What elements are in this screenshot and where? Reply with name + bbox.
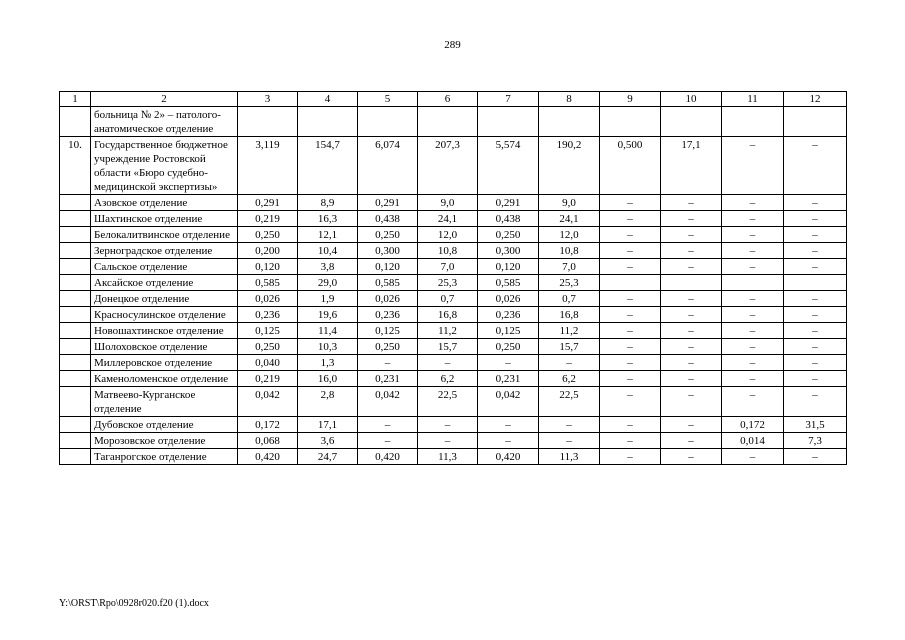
value-cell: – [358, 355, 418, 371]
value-cell: – [722, 355, 784, 371]
value-cell: 154,7 [298, 137, 358, 195]
value-cell: – [722, 323, 784, 339]
value-cell: 29,0 [298, 275, 358, 291]
value-cell: – [600, 449, 661, 465]
value-cell: – [661, 433, 722, 449]
value-cell: – [722, 387, 784, 417]
value-cell: 0,040 [238, 355, 298, 371]
row-number [60, 195, 91, 211]
column-header: 10 [661, 92, 722, 107]
value-cell: – [722, 449, 784, 465]
value-cell: 0,250 [478, 227, 539, 243]
row-number [60, 107, 91, 137]
value-cell: – [784, 195, 847, 211]
value-cell: 0,500 [600, 137, 661, 195]
value-cell: 0,231 [478, 371, 539, 387]
value-cell [661, 275, 722, 291]
header-row [60, 92, 847, 107]
value-cell [238, 107, 298, 137]
value-cell: – [784, 259, 847, 275]
value-cell: – [600, 227, 661, 243]
table-row [60, 417, 847, 433]
value-cell: 207,3 [418, 137, 478, 195]
column-header: 7 [478, 92, 539, 107]
value-cell: 0,420 [238, 449, 298, 465]
institution-name: Шахтинское отделение [91, 211, 238, 227]
value-cell: 25,3 [418, 275, 478, 291]
value-cell: – [661, 355, 722, 371]
value-cell: 6,074 [358, 137, 418, 195]
value-cell: – [661, 387, 722, 417]
value-cell: 0,291 [358, 195, 418, 211]
value-cell: 0,250 [238, 339, 298, 355]
value-cell: 8,9 [298, 195, 358, 211]
value-cell: 12,0 [539, 227, 600, 243]
value-cell: 190,2 [539, 137, 600, 195]
value-cell: 0,585 [358, 275, 418, 291]
value-cell [784, 107, 847, 137]
row-number [60, 323, 91, 339]
value-cell: – [722, 195, 784, 211]
value-cell: – [722, 227, 784, 243]
value-cell [478, 107, 539, 137]
row-number: 10. [60, 137, 91, 195]
value-cell: 24,7 [298, 449, 358, 465]
value-cell: 17,1 [661, 137, 722, 195]
column-header: 3 [238, 92, 298, 107]
value-cell: 0,250 [358, 227, 418, 243]
value-cell: 15,7 [539, 339, 600, 355]
value-cell: 0,042 [238, 387, 298, 417]
value-cell: – [600, 211, 661, 227]
value-cell: 0,042 [478, 387, 539, 417]
table-row [60, 371, 847, 387]
value-cell: – [418, 355, 478, 371]
column-header: 9 [600, 92, 661, 107]
value-cell: – [722, 339, 784, 355]
institution-name: Миллеровское отделение [91, 355, 238, 371]
value-cell: 0,7 [539, 291, 600, 307]
value-cell: 1,3 [298, 355, 358, 371]
value-cell: – [661, 371, 722, 387]
value-cell: – [539, 433, 600, 449]
value-cell: – [600, 433, 661, 449]
table-row [60, 107, 847, 137]
value-cell: 16,8 [539, 307, 600, 323]
value-cell: – [661, 307, 722, 323]
value-cell: 10,8 [418, 243, 478, 259]
value-cell: – [661, 243, 722, 259]
value-cell: – [358, 433, 418, 449]
value-cell: 16,8 [418, 307, 478, 323]
table-row [60, 449, 847, 465]
value-cell: 22,5 [418, 387, 478, 417]
value-cell [539, 107, 600, 137]
column-header: 6 [418, 92, 478, 107]
value-cell: 0,420 [478, 449, 539, 465]
value-cell: 0,300 [358, 243, 418, 259]
table-row [60, 195, 847, 211]
value-cell: 10,8 [539, 243, 600, 259]
value-cell: – [784, 449, 847, 465]
value-cell: – [661, 211, 722, 227]
table-row [60, 275, 847, 291]
value-cell: – [478, 433, 539, 449]
value-cell: 3,119 [238, 137, 298, 195]
value-cell: – [600, 291, 661, 307]
table-row [60, 227, 847, 243]
value-cell: – [784, 137, 847, 195]
column-header: 1 [60, 92, 91, 107]
value-cell [661, 107, 722, 137]
value-cell: 0,125 [478, 323, 539, 339]
value-cell: 0,125 [358, 323, 418, 339]
table-row [60, 387, 847, 417]
value-cell: – [722, 243, 784, 259]
value-cell: – [661, 417, 722, 433]
value-cell: – [478, 355, 539, 371]
value-cell: – [600, 417, 661, 433]
value-cell: 9,0 [418, 195, 478, 211]
table-row [60, 137, 847, 195]
value-cell: – [722, 137, 784, 195]
row-number [60, 211, 91, 227]
table-row [60, 291, 847, 307]
value-cell: – [661, 259, 722, 275]
data-table [59, 91, 847, 465]
value-cell: 15,7 [418, 339, 478, 355]
value-cell: – [661, 291, 722, 307]
value-cell: 17,1 [298, 417, 358, 433]
table-row [60, 259, 847, 275]
value-cell: 0,125 [238, 323, 298, 339]
value-cell: – [722, 211, 784, 227]
value-cell: 0,291 [238, 195, 298, 211]
value-cell: 0,120 [478, 259, 539, 275]
file-path-footer: Y:\ORST\Rpo\0928r020.f20 (1).docx [59, 598, 209, 609]
value-cell: 0,231 [358, 371, 418, 387]
value-cell: 0,120 [358, 259, 418, 275]
value-cell: 0,438 [478, 211, 539, 227]
value-cell: – [600, 355, 661, 371]
value-cell: 0,026 [478, 291, 539, 307]
row-number [60, 307, 91, 323]
value-cell: 0,068 [238, 433, 298, 449]
value-cell: 0,236 [478, 307, 539, 323]
value-cell [298, 107, 358, 137]
value-cell: 0,250 [238, 227, 298, 243]
value-cell: 0,014 [722, 433, 784, 449]
value-cell: 7,0 [539, 259, 600, 275]
table-body [60, 92, 847, 465]
value-cell: – [784, 211, 847, 227]
row-number [60, 433, 91, 449]
value-cell: 31,5 [784, 417, 847, 433]
value-cell: 0,250 [478, 339, 539, 355]
value-cell: 7,0 [418, 259, 478, 275]
institution-name: Морозовское отделение [91, 433, 238, 449]
value-cell: 0,438 [358, 211, 418, 227]
value-cell: – [418, 433, 478, 449]
value-cell: 0,7 [418, 291, 478, 307]
value-cell [722, 107, 784, 137]
institution-name: Азовское отделение [91, 195, 238, 211]
value-cell: 0,200 [238, 243, 298, 259]
value-cell [600, 275, 661, 291]
table-row [60, 355, 847, 371]
value-cell: 10,4 [298, 243, 358, 259]
value-cell: – [358, 417, 418, 433]
value-cell: 0,172 [722, 417, 784, 433]
column-header: 12 [784, 92, 847, 107]
value-cell: 3,6 [298, 433, 358, 449]
row-number [60, 339, 91, 355]
institution-name: Таганрогское отделение [91, 449, 238, 465]
table-row [60, 339, 847, 355]
value-cell: 25,3 [539, 275, 600, 291]
value-cell: – [600, 243, 661, 259]
table-row [60, 243, 847, 259]
value-cell: – [600, 323, 661, 339]
value-cell: – [539, 355, 600, 371]
value-cell: 0,219 [238, 211, 298, 227]
value-cell: – [722, 307, 784, 323]
value-cell: 0,236 [238, 307, 298, 323]
value-cell: 11,4 [298, 323, 358, 339]
institution-name: Красносулинское отделение [91, 307, 238, 323]
table-row [60, 307, 847, 323]
value-cell: 0,219 [238, 371, 298, 387]
institution-name: Каменоломенское отделение [91, 371, 238, 387]
row-number [60, 259, 91, 275]
value-cell: 12,1 [298, 227, 358, 243]
value-cell [418, 107, 478, 137]
value-cell: 0,585 [478, 275, 539, 291]
value-cell: 6,2 [539, 371, 600, 387]
value-cell: – [661, 449, 722, 465]
row-number [60, 275, 91, 291]
column-header: 11 [722, 92, 784, 107]
value-cell: – [600, 195, 661, 211]
value-cell: – [784, 323, 847, 339]
row-number [60, 371, 91, 387]
value-cell: – [600, 339, 661, 355]
value-cell: 10,3 [298, 339, 358, 355]
value-cell: – [784, 227, 847, 243]
value-cell: 2,8 [298, 387, 358, 417]
value-cell: – [784, 355, 847, 371]
value-cell: 11,3 [418, 449, 478, 465]
value-cell: 11,3 [539, 449, 600, 465]
institution-name: Донецкое отделение [91, 291, 238, 307]
institution-name: Сальское отделение [91, 259, 238, 275]
value-cell: 0,026 [358, 291, 418, 307]
institution-name: Дубовское отделение [91, 417, 238, 433]
value-cell: – [784, 243, 847, 259]
value-cell: – [784, 339, 847, 355]
institution-name: больница № 2» – патолого-анатомическое отделение [91, 107, 238, 137]
table-row [60, 433, 847, 449]
row-number [60, 227, 91, 243]
value-cell: 0,120 [238, 259, 298, 275]
value-cell: 24,1 [539, 211, 600, 227]
value-cell: – [661, 195, 722, 211]
value-cell: – [722, 259, 784, 275]
row-number [60, 355, 91, 371]
value-cell [358, 107, 418, 137]
value-cell: 11,2 [418, 323, 478, 339]
value-cell: 0,042 [358, 387, 418, 417]
value-cell: 0,026 [238, 291, 298, 307]
value-cell: 1,9 [298, 291, 358, 307]
row-number [60, 243, 91, 259]
value-cell: – [784, 291, 847, 307]
value-cell: – [784, 371, 847, 387]
value-cell [722, 275, 784, 291]
column-header: 2 [91, 92, 238, 107]
value-cell: – [600, 259, 661, 275]
value-cell: – [722, 291, 784, 307]
value-cell: 22,5 [539, 387, 600, 417]
row-number [60, 417, 91, 433]
institution-name: Матвеево-Курганское отделение [91, 387, 238, 417]
column-header: 4 [298, 92, 358, 107]
value-cell: 12,0 [418, 227, 478, 243]
value-cell: 0,236 [358, 307, 418, 323]
value-cell: – [784, 307, 847, 323]
value-cell: – [661, 227, 722, 243]
institution-name: Государственное бюджетное учреждение Ростовской области «Бюро судебно-медицинской экспертизы» [91, 137, 238, 195]
value-cell: – [539, 417, 600, 433]
institution-name: Шолоховское отделение [91, 339, 238, 355]
value-cell: – [478, 417, 539, 433]
institution-name: Аксайское отделение [91, 275, 238, 291]
value-cell: 3,8 [298, 259, 358, 275]
table-row [60, 323, 847, 339]
value-cell: – [600, 371, 661, 387]
value-cell [600, 107, 661, 137]
value-cell: 11,2 [539, 323, 600, 339]
column-header: 8 [539, 92, 600, 107]
value-cell: 0,250 [358, 339, 418, 355]
value-cell: 5,574 [478, 137, 539, 195]
value-cell: – [418, 417, 478, 433]
value-cell: 9,0 [539, 195, 600, 211]
value-cell: 0,585 [238, 275, 298, 291]
table-row [60, 211, 847, 227]
row-number [60, 387, 91, 417]
institution-name: Новошахтинское отделение [91, 323, 238, 339]
value-cell: – [722, 371, 784, 387]
value-cell: 0,291 [478, 195, 539, 211]
value-cell: – [661, 339, 722, 355]
value-cell: 24,1 [418, 211, 478, 227]
value-cell: – [661, 323, 722, 339]
value-cell: 0,172 [238, 417, 298, 433]
value-cell: 6,2 [418, 371, 478, 387]
value-cell: 0,300 [478, 243, 539, 259]
value-cell: 19,6 [298, 307, 358, 323]
value-cell [784, 275, 847, 291]
value-cell: – [784, 387, 847, 417]
value-cell: 0,420 [358, 449, 418, 465]
page-number: 289 [444, 39, 461, 51]
row-number [60, 291, 91, 307]
value-cell: – [600, 387, 661, 417]
value-cell: 16,3 [298, 211, 358, 227]
row-number [60, 449, 91, 465]
value-cell: 7,3 [784, 433, 847, 449]
value-cell: – [600, 307, 661, 323]
institution-name: Зерноградское отделение [91, 243, 238, 259]
value-cell: 16,0 [298, 371, 358, 387]
column-header: 5 [358, 92, 418, 107]
institution-name: Белокалитвинское отделение [91, 227, 238, 243]
